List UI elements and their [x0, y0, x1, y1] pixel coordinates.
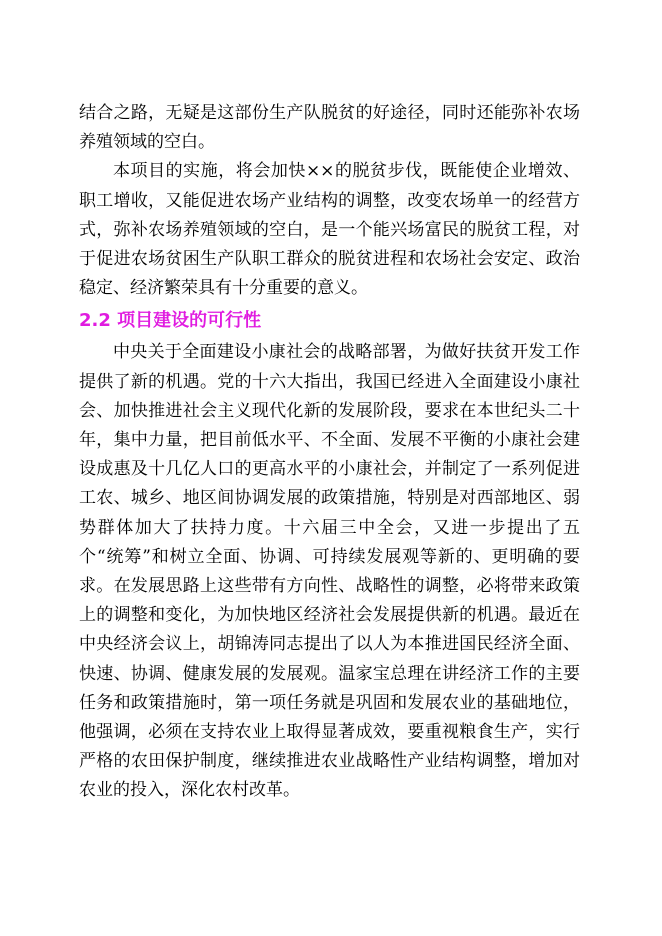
paragraph-continuation: 结合之路，无疑是这部份生产队脱贫的好途径，同时还能弥补农场养殖领域的空白。 — [79, 103, 580, 153]
section-heading-feasibility: 2.2 项目建设的可行性 — [79, 310, 262, 332]
paragraph-policy-background: 中央关于全面建设小康社会的战略部署，为做好扶贫开发工作提供了新的机遇。党的十六大指出，我国已经进入全面建设小康社会、加快推进社会主义现代化新的发展阶段，要求在本世纪头二十年，集中力量，把目前低水平、不全面、发展不平衡的小康社会建设成惠及十几亿人口的更高水平的小康社会，并制定了一系列促进工农、城乡、地区间协调发展的政策措施，特别是对西部地区、弱势群体加大了扶持力度。十六届三中全会，又进一步提出了五个“统筹”和树立全面、协调、可持续发展观等新的、更明确的要求。在发展思路上这些带有方向性、战略性的调整，必将带来政策上的调整和变化，为加快地区经济社会发展提供新的机遇。最近在中央经济会议上，胡锦涛同志提出了以人为本推进国民经济全面、快速、协调、健康发展的发展观。温家宝总理在讲经济工作的主要任务和政策措施时，第一项任务就是巩固和发展农业的基础地位，他强调，必须在支持农业上取得显著成效，要重视粮食生产，实行严格的农田保护制度，继续推进农业战略性产业结构调整，增加对农业的投入，深化农村改革。 — [79, 342, 580, 801]
paragraph-project-significance: 本项目的实施，将会加快××的脱贫步伐，既能使企业增效、职工增收，又能促进农场产业结构的调整，改变农场单一的经营方式，弥补农场养殖领域的空白，是一个能兴场富民的脱贫工程，对于促进农场贫困生产队职工群众的脱贫进程和农场社会安定、政治稳定、经济繁荣具有十分重要的意义。 — [79, 161, 580, 299]
document-body — [79, 99, 580, 806]
